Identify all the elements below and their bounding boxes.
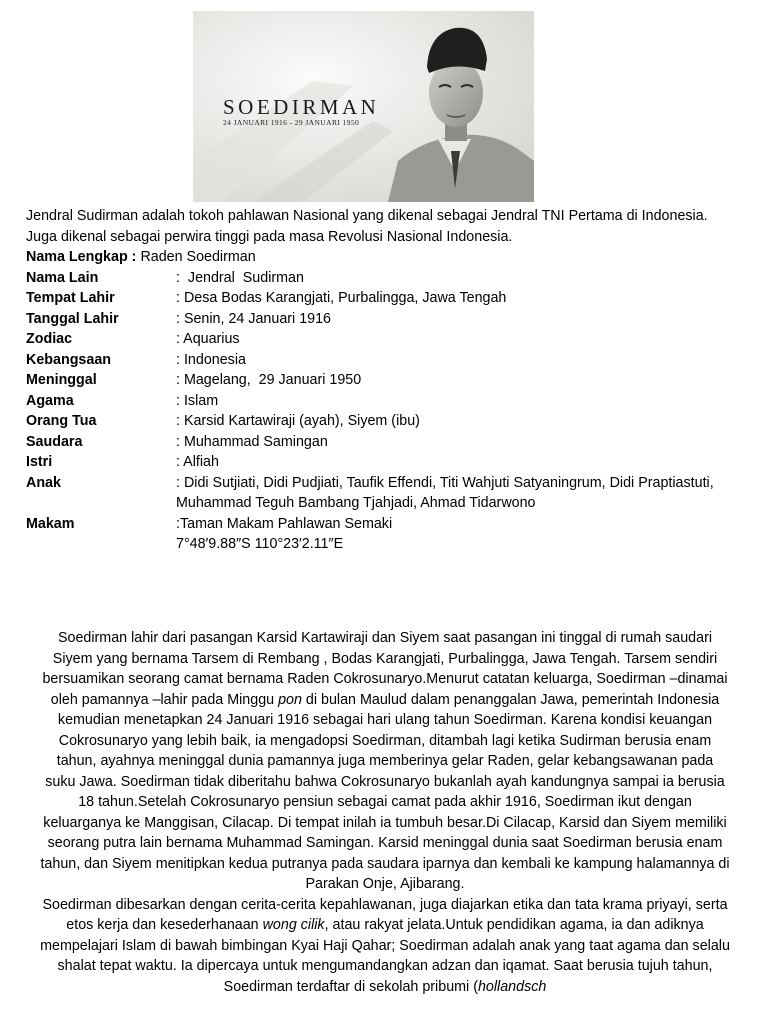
- bio-label: Orang Tua: [26, 413, 97, 429]
- bio-row-istri: [26, 452, 746, 473]
- bio-value: : Karsid Kartawiraji (ayah), Siyem (ibu): [176, 413, 420, 429]
- bio-value: : Muhammad Samingan: [176, 433, 328, 450]
- bio-value: Raden Soedirman: [140, 249, 256, 265]
- bio-row-anak: [26, 473, 746, 514]
- bio-label: Tanggal Lahir: [26, 310, 119, 327]
- bio-row-coordinates: [26, 534, 746, 555]
- bio-value: : Aquarius: [176, 331, 240, 347]
- bio-row-nama-lain: [26, 268, 746, 289]
- intro-text: Jendral Sudirman adalah tokoh pahlawan Nasional yang dikenal sebagai Jendral TNI Pertama di Indonesia. Juga dikenal sebagai perwira tinggi pada masa Revolusi Nasional Indonesia.: [26, 208, 708, 245]
- story-paragraph-2: [40, 895, 730, 998]
- intro-paragraph: [26, 206, 726, 247]
- bio-value: : Magelang, 29 Januari 1950: [176, 372, 362, 388]
- story-emphasis: wong cilik: [262, 917, 325, 933]
- bio-value: 7°48′9.88″S 110°23′2.11″E: [176, 536, 344, 552]
- hero-title: SOEDIRMAN: [223, 95, 380, 119]
- bio-value: : Jendral Sudirman: [176, 269, 304, 286]
- bio-label: Nama Lain: [26, 269, 99, 286]
- bio-label: Agama: [26, 392, 74, 409]
- story-text: di bulan Maulud dalam penanggalan Jawa, pemerintah Indonesia kemudian menetapkan 24 Januari 1916 sebagai hari ulang tahun Soedirman. Karena kondisi keuangan Cokrosunaryo yang lebih baik, ia mengadopsi Soedirman, ditambah lagi ketika Sudirman berusia enam tahun, ayahnya meninggal dunia pamannya juga memberinya gelar Raden, gelar kebangsawanan pada suku Jawa. Soedirman tidak diberitahu bahwa Cokrosunaryo bukanlah ayah kandungnya sampai ia berusia 18 tahun.Setelah Cokrosunaryo pensiun sebagai camat pada akhir 1916, Soedirman ikut dengan keluarganya ke Manggisan, Cilacap. Di tempat inilah ia tumbuh besar.Di Cilacap, Karsid dan Siyem memiliki seorang putra lain bernama Muhammad Samingan. Karsid meninggal dunia saat Soedirman berusia enam tahun, dan Siyem menitipkan kedua putranya pada saudara iparnya dan kembali ke kampung halamannya di Parakan Onje, Ajibarang.: [40, 691, 730, 892]
- hero-dates: 24 JANUARI 1916 - 29 JANUARI 1950: [223, 118, 360, 127]
- bio-value: : Senin, 24 Januari 1916: [176, 310, 331, 327]
- bio-value: : Alfiah: [176, 454, 219, 470]
- bio-value: : Didi Sutjiati, Didi Pudjiati, Taufik Effendi, Titi Wahjuti Satyaningrum, Didi Praptiastuti, Muhammad Teguh Bambang Tjahjadi, Ahmad Tidarwono: [176, 474, 718, 511]
- story-text: Soedirman dibesarkan dengan cerita-cerita kepahlawanan, juga diajarkan etika dan tata krama priyayi, serta etos kerja dan kesederhanaan: [42, 896, 728, 933]
- bio-row-zodiac: [26, 329, 746, 350]
- bio-label: Tempat Lahir: [26, 290, 115, 306]
- bio-label: [26, 534, 176, 555]
- bio-row-saudara: [26, 432, 746, 453]
- biography-story: [40, 628, 730, 997]
- bio-row-meninggal: [26, 370, 746, 391]
- bio-row-nama-lengkap: [26, 247, 746, 268]
- biodata-list: [26, 247, 746, 555]
- bio-label: Kebangsaan: [26, 351, 112, 368]
- hero-image: [193, 11, 534, 202]
- bio-row-kebangsaan: [26, 350, 746, 371]
- story-emphasis: pon: [278, 691, 302, 708]
- bio-label: Meninggal: [26, 372, 97, 388]
- bio-value: : Desa Bodas Karangjati, Purbalingga, Jawa Tengah: [176, 290, 507, 306]
- story-text: , atau rakyat jelata.Untuk pendidikan agama, ia dan adiknya mempelajari Islam di bawah bimbingan Kyai Haji Qahar; Soedirman adalah anak yang taat agama dan selalu shalat tepat waktu. Ia dipercaya untuk mengumandangkan adzan dan iqamat. Saat berusia tujuh tahun, Soedirman terdaftar di sekolah pribumi (: [40, 917, 730, 995]
- bio-label: Makam: [26, 515, 75, 532]
- bio-row-agama: [26, 391, 746, 412]
- bio-label: Istri: [26, 454, 53, 470]
- bio-row-tempat-lahir: [26, 288, 746, 309]
- story-emphasis: hollandsch: [477, 978, 547, 995]
- story-text: Soedirman lahir dari pasangan Karsid Kartawiraji dan Siyem saat pasangan ini tinggal di rumah saudari Siyem yang bernama Tarsem di Rembang , Bodas Karangjati, Purbalingga, Jawa Tengah. Tarsem sendiri bersuamikan seorang camat bernama Raden Cokrosunaryo.Menurut catatan keluarga, Soedirman –dinamai oleh pamannya –lahir pada Minggu: [42, 630, 728, 708]
- bio-value: : Islam: [176, 392, 219, 409]
- story-paragraph-1: [40, 628, 730, 895]
- bio-value: : Indonesia: [176, 351, 246, 368]
- bio-label: Nama Lengkap :: [26, 249, 137, 265]
- bio-row-makam: [26, 514, 746, 535]
- bio-label: Saudara: [26, 433, 83, 450]
- bio-row-tanggal-lahir: [26, 309, 746, 330]
- bio-row-orang-tua: [26, 411, 746, 432]
- bio-label: Anak: [26, 474, 61, 491]
- bio-value: :Taman Makam Pahlawan Semaki: [176, 515, 393, 532]
- bio-label: Zodiac: [26, 331, 73, 347]
